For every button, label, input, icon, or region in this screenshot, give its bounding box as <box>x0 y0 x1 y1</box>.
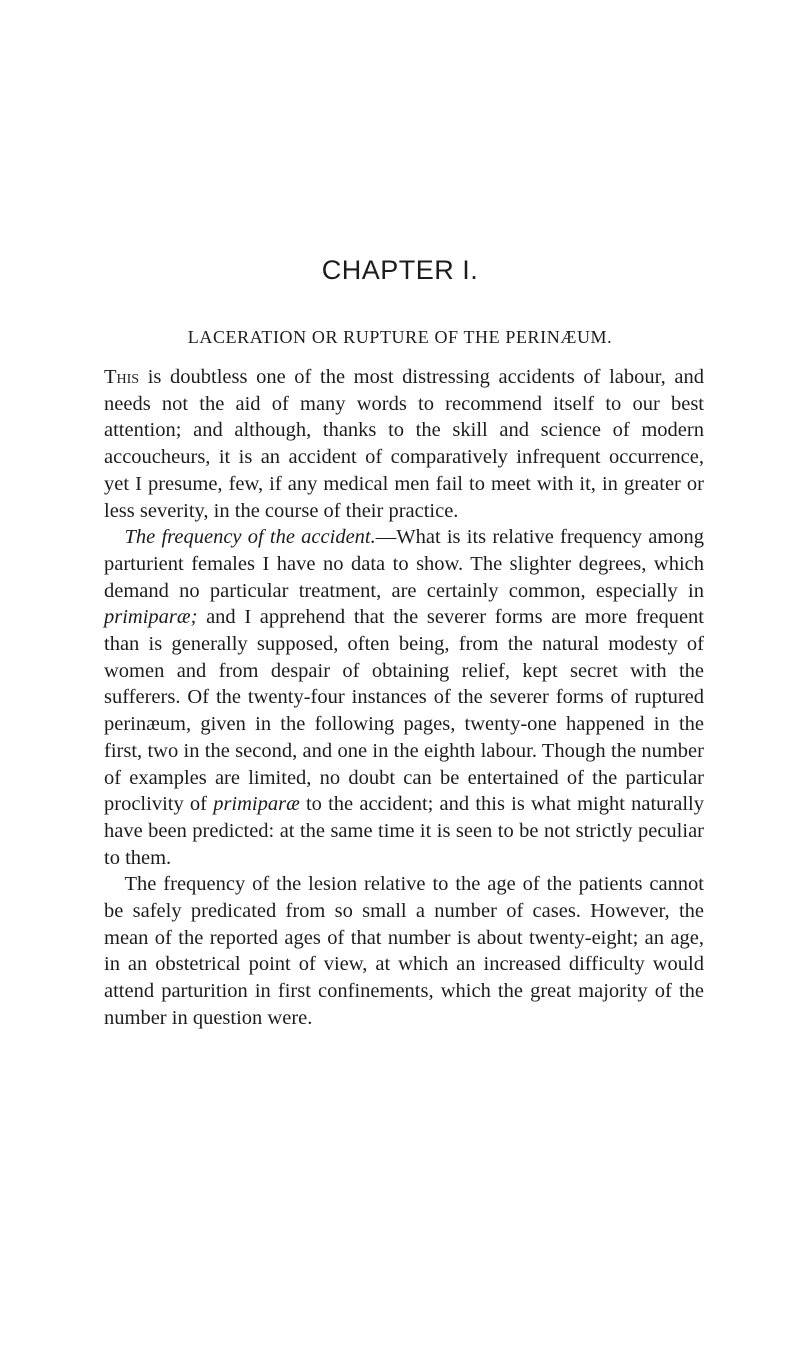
body-text <box>104 364 704 1032</box>
section-title: LACERATION OR RUPTURE OF THE PERINÆUM. <box>187 327 613 347</box>
paragraph-heading: The frequency of the accident. <box>124 526 376 549</box>
chapter-title: CHAPTER I. <box>321 255 479 285</box>
paragraph-1 <box>104 364 704 524</box>
paragraph-lead-word: This <box>104 366 140 388</box>
paragraph-2-text-2: and I apprehend that the severer forms are more frequent than is generally supposed, often being, from the natural modesty of women and from despair of obtaining relief, kept secret with the sufferers. Of the twenty-four instances of the severer forms of ruptured perinæum, given in the following pages, twenty-one happened in the first, two in the second, and one in the eighth labour. Though the number of examples are limited, no doubt can be entertained of the particular proclivity of <box>104 606 704 816</box>
paragraph-2-text-1: —What is its relative frequency among parturient females I have no data to show. The slighter degrees, which demand no particular treatment, are certainly common, especially in <box>104 526 704 602</box>
paragraph-1-text: is doubtless one of the most distressing accidents of labour, and needs not the aid of many words to recommend itself to our best attention; and although, thanks to the skill and science of modern accoucheurs, it is an accident of comparatively infrequent occurrence, yet I presume, few, if any medical men fail to meet with it, in greater or less severity, in the course of their practice. <box>104 366 704 522</box>
paragraph-3 <box>104 871 704 1031</box>
term-primiparae-2: primiparæ <box>213 793 300 816</box>
paragraph-2 <box>104 524 704 871</box>
term-primiparae-1: primiparæ; <box>104 606 198 629</box>
paragraph-3-text: The frequency of the lesion relative to the age of the patients cannot be safely predicated from so small a number of cases. However, the mean of the reported ages of that number is about twenty-eight; an age, in an obstetrical point of view, at which an increased difficulty would attend parturition in first confinements, which the great majority of the number in question were. <box>104 873 704 1029</box>
paragraph-2-text-3: to the accident; and this is what might naturally have been predicted: at the same time it is seen to be not strictly peculiar to them. <box>104 793 704 869</box>
